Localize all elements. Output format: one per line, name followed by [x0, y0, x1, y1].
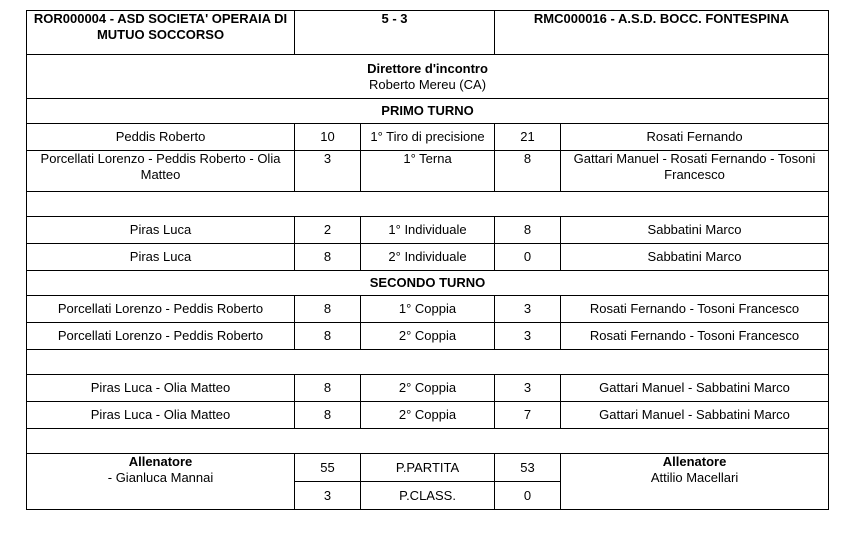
spacer-cell	[27, 192, 829, 217]
away-score: 3	[495, 375, 561, 402]
home-coach-name: - Gianluca Mannai	[107, 470, 214, 485]
partita-label: P.PARTITA	[361, 454, 495, 482]
event-name: 1° Individuale	[361, 217, 495, 244]
away-score: 0	[495, 244, 561, 271]
event-name: 1° Terna	[361, 151, 495, 192]
home-players: Peddis Roberto	[27, 124, 295, 151]
director-name: Roberto Mereu (CA)	[368, 76, 487, 92]
home-partita-points: 55	[295, 454, 361, 482]
spacer-row	[27, 350, 829, 375]
event-name: 1° Tiro di precisione	[361, 124, 495, 151]
match-row	[27, 323, 829, 350]
header-row	[27, 11, 829, 55]
match-row	[27, 124, 829, 151]
away-score: 7	[495, 402, 561, 429]
away-players: Gattari Manuel - Sabbatini Marco	[561, 402, 829, 429]
home-players: Porcellati Lorenzo - Peddis Roberto	[27, 323, 295, 350]
home-score: 2	[295, 217, 361, 244]
home-players: Piras Luca	[27, 244, 295, 271]
home-players: Piras Luca - Olia Matteo	[27, 375, 295, 402]
away-score: 3	[495, 323, 561, 350]
home-score: 8	[295, 402, 361, 429]
away-score: 3	[495, 296, 561, 323]
event-name: 2° Coppia	[361, 375, 495, 402]
home-players: Porcellati Lorenzo - Peddis Roberto	[27, 296, 295, 323]
away-partita-points: 53	[495, 454, 561, 482]
away-players: Sabbatini Marco	[561, 244, 829, 271]
away-score: 8	[495, 217, 561, 244]
home-score: 10	[295, 124, 361, 151]
home-coach-label: Allenatore	[128, 454, 193, 469]
event-name: 2° Coppia	[361, 402, 495, 429]
away-players: Gattari Manuel - Sabbatini Marco	[561, 375, 829, 402]
away-class-points: 0	[495, 482, 561, 510]
event-name: 2° Individuale	[361, 244, 495, 271]
home-team-name: ROR000004 - ASD SOCIETA' OPERAIA DI MUTUO SOCCORSO	[27, 11, 295, 55]
away-score: 21	[495, 124, 561, 151]
match-score: 5 - 3	[295, 11, 495, 55]
away-players: Sabbatini Marco	[561, 217, 829, 244]
home-players: Piras Luca - Olia Matteo	[27, 402, 295, 429]
away-coach-label: Allenatore	[662, 454, 727, 469]
match-row	[27, 217, 829, 244]
away-players: Rosati Fernando	[561, 124, 829, 151]
home-players: Piras Luca	[27, 217, 295, 244]
event-name: 1° Coppia	[361, 296, 495, 323]
director-row	[27, 55, 829, 99]
director-cell	[27, 55, 829, 99]
away-team-name: RMC000016 - A.S.D. BOCC. FONTESPINA	[495, 11, 829, 55]
section-header-secondo-turno	[27, 271, 829, 296]
home-score: 8	[295, 323, 361, 350]
match-row	[27, 151, 829, 192]
match-row	[27, 402, 829, 429]
event-name: 2° Coppia	[361, 323, 495, 350]
away-coach-name: Attilio Macellari	[650, 470, 739, 485]
match-sheet-table	[26, 10, 829, 510]
away-players: Rosati Fernando - Tosoni Francesco	[561, 296, 829, 323]
home-class-points: 3	[295, 482, 361, 510]
home-players: Porcellati Lorenzo - Peddis Roberto - Olia Matteo	[27, 151, 295, 192]
home-score: 3	[295, 151, 361, 192]
spacer-cell	[27, 429, 829, 454]
home-score: 8	[295, 296, 361, 323]
match-row	[27, 244, 829, 271]
match-row	[27, 296, 829, 323]
match-row	[27, 375, 829, 402]
home-score: 8	[295, 244, 361, 271]
away-score: 8	[495, 151, 561, 192]
away-coach-cell	[561, 454, 829, 510]
section-header-primo-turno	[27, 99, 829, 124]
away-players: Rosati Fernando - Tosoni Francesco	[561, 323, 829, 350]
spacer-row	[27, 192, 829, 217]
away-players: Gattari Manuel - Rosati Fernando - Tosoni Francesco	[561, 151, 829, 192]
footer-row-partita	[27, 454, 829, 482]
spacer-row	[27, 429, 829, 454]
class-label: P.CLASS.	[361, 482, 495, 510]
spacer-cell	[27, 350, 829, 375]
home-coach-cell	[27, 454, 295, 510]
section-title: SECONDO TURNO	[27, 271, 829, 296]
section-title: PRIMO TURNO	[27, 99, 829, 124]
home-score: 8	[295, 375, 361, 402]
director-label: Direttore d'incontro	[367, 60, 488, 76]
